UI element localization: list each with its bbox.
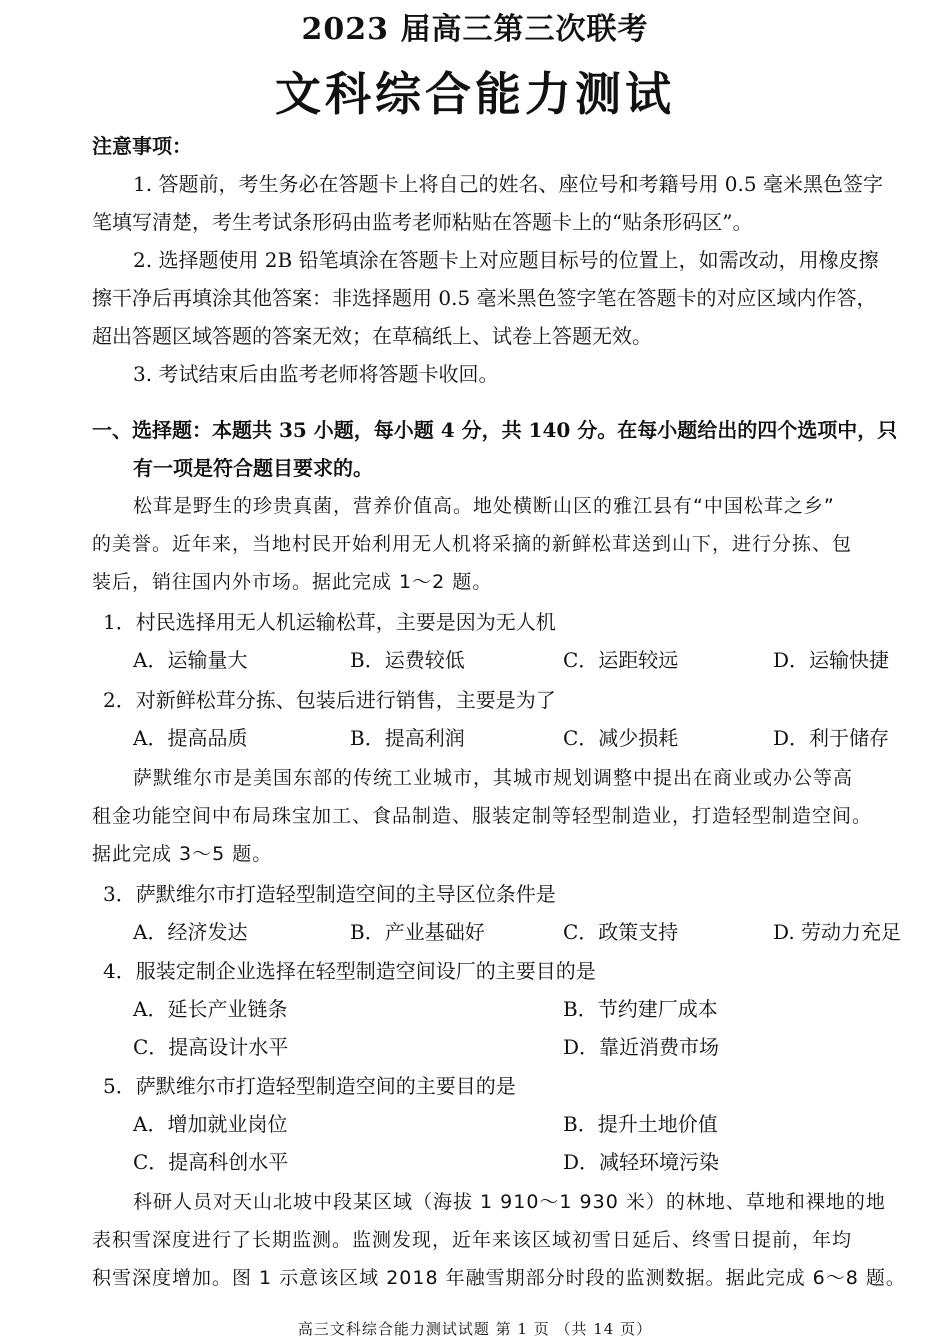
question-4-options-row1: [133, 994, 903, 1024]
question-2-options: [133, 723, 903, 753]
option-b: B．运费较低: [350, 648, 465, 672]
question-5-options-row2: [133, 1147, 903, 1177]
question-4-options-row2: [133, 1032, 903, 1062]
notice-line: 1. 答题前，考生务必在答题卡上将自己的姓名、座位号和考籍号用 0.5 毫米黑色签字: [133, 172, 883, 196]
notice-line: 3. 考试结束后由监考老师将答题卡收回。: [133, 362, 499, 386]
option-b: B．节约建厂成本: [563, 997, 718, 1021]
passage-line: 表积雪深度进行了长期监测。监测发现，近年来该区域初雪日延后、终雪日提前，年均: [92, 1229, 853, 1251]
option-a: A．提高品质: [133, 726, 248, 750]
section-heading: 一、选择题：本题共 35 小题，每小题 4 分，共 140 分。在每小题给出的四个选项中，只: [92, 418, 898, 442]
passage-line: 萨默维尔市是美国东部的传统工业城市，其城市规划调整中提出在商业或办公等高: [133, 767, 854, 789]
passage-line: 的美誉。近年来，当地村民开始利用无人机将采摘的新鲜松茸送到山下，进行分拣、包: [92, 533, 853, 555]
question-4-stem: 4．服装定制企业选择在轻型制造空间设厂的主要目的是: [103, 959, 596, 983]
question-2-stem: 2．对新鲜松茸分拣、包装后进行销售，主要是为了: [103, 688, 556, 712]
page-footer: 高三文科综合能力测试试题 第 1 页 （共 14 页）: [297, 1320, 653, 1338]
option-a: A．经济发达: [133, 920, 248, 944]
option-c: C．提高设计水平: [133, 1035, 289, 1059]
option-a: A．运输量大: [133, 648, 248, 672]
option-b: B．产业基础好: [350, 920, 485, 944]
passage-line: 科研人员对天山北坡中段某区域（海拔 1 910～1 930 米）的林地、草地和裸地的地: [133, 1191, 886, 1213]
paper-title: 文科综合能力测试: [275, 67, 675, 121]
option-c: C．提高科创水平: [133, 1150, 289, 1174]
passage-line: 租金功能空间中布局珠宝加工、食品制造、服装定制等轻型制造业，打造轻型制造空间。: [92, 805, 873, 827]
option-b: B．提高利润: [350, 726, 465, 750]
notice-line: 笔填写清楚，考生考试条形码由监考老师粘贴在答题卡上的“贴条形码区”。: [92, 210, 753, 234]
exam-title: 2023 届高三第三次联考: [301, 12, 649, 47]
option-c: C．运距较远: [563, 648, 679, 672]
option-d: D．靠近消费市场: [563, 1035, 720, 1059]
option-a: A．延长产业链条: [133, 997, 288, 1021]
notice-heading: 注意事项：: [92, 134, 192, 158]
question-3-options: [133, 917, 903, 947]
option-d: D．运输快捷: [773, 648, 890, 672]
notice-line: 超出答题区域答题的答案无效；在草稿纸上、试卷上答题无效。: [92, 324, 652, 348]
passage-line: 积雪深度增加。图 1 示意该区域 2018 年融雪期部分时段的监测数据。据此完成 6～8 题。: [92, 1267, 906, 1289]
notice-line: 擦干净后再填涂其他答案：非选择题用 0.5 毫米黑色签字笔在答题卡的对应区域内作答，: [92, 286, 877, 310]
question-5-options-row1: [133, 1109, 903, 1139]
option-c: C．政策支持: [563, 920, 679, 944]
option-d: D. 劳动力充足: [773, 920, 902, 944]
notice-line: 2. 选择题使用 2B 铅笔填涂在答题卡上对应题目标号的位置上，如需改动，用橡皮擦: [133, 248, 879, 272]
option-b: B．提升土地价值: [563, 1112, 718, 1136]
passage-line: 松茸是野生的珍贵真菌，营养价值高。地处横断山区的雅江县有“中国松茸之乡”: [133, 495, 835, 517]
question-3-stem: 3．萨默维尔市打造轻型制造空间的主导区位条件是: [103, 882, 556, 906]
option-a: A．增加就业岗位: [133, 1112, 288, 1136]
passage-line: 据此完成 3～5 题。: [92, 843, 273, 865]
question-1-options: [133, 645, 903, 675]
option-c: C．减少损耗: [563, 726, 679, 750]
section-heading-cont: 有一项是符合题目要求的。: [133, 456, 373, 480]
passage-line: 装后，销往国内外市场。据此完成 1～2 题。: [92, 571, 493, 593]
question-5-stem: 5．萨默维尔市打造轻型制造空间的主要目的是: [103, 1074, 516, 1098]
option-d: D．减轻环境污染: [563, 1150, 720, 1174]
option-d: D．利于储存: [773, 726, 890, 750]
question-1-stem: 1．村民选择用无人机运输松茸，主要是因为无人机: [103, 610, 556, 634]
